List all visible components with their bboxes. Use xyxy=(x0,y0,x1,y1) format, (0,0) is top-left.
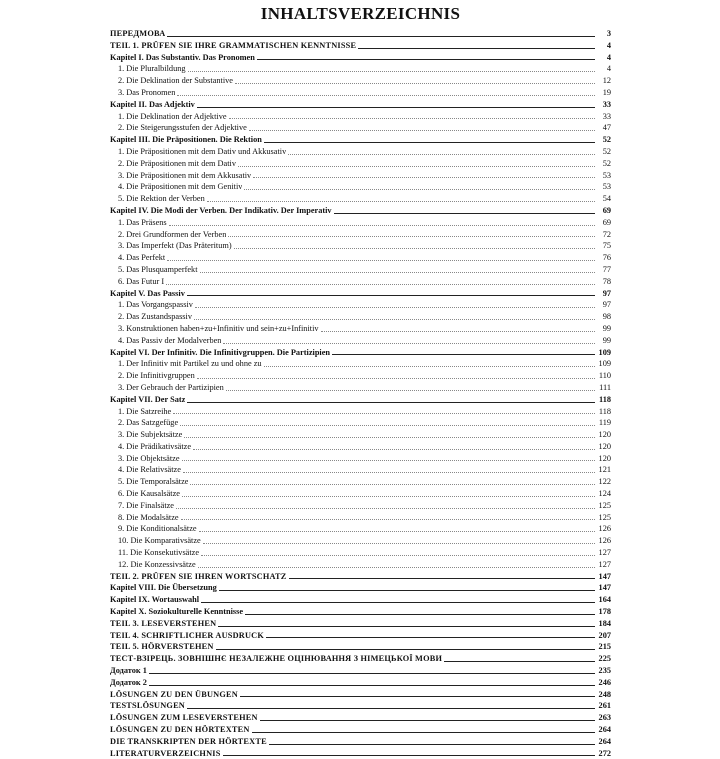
toc-page-number: 119 xyxy=(598,418,611,428)
dot-leader xyxy=(226,390,595,391)
toc-entry-title: Kapitel X. Soziokulturelle Kenntnisse xyxy=(110,607,244,617)
toc-entry-title: 10. Die Komparativsätze xyxy=(118,536,201,546)
toc-entry-title: 4. Das Passiv der Modalverben xyxy=(118,335,222,345)
toc-entry-title: 2. Die Präpositionen mit dem Dativ xyxy=(118,158,236,168)
toc-page-number: 52 xyxy=(602,158,611,168)
toc-entry-title: ПЕРЕДМОВА xyxy=(110,29,166,38)
toc-part-entry xyxy=(110,748,611,759)
toc-entry-title: 1. Das Vorgangspassiv xyxy=(118,300,193,310)
dot-leader xyxy=(264,366,595,367)
toc-page-number: 225 xyxy=(598,654,611,664)
toc-entry-title: 4. Das Perfekt xyxy=(118,253,166,263)
toc-subsection-entry xyxy=(110,464,611,476)
toc-page-number: 76 xyxy=(602,253,611,263)
page-title: INHALTSVERZEICHNIS xyxy=(260,4,461,23)
toc-part-entry xyxy=(110,40,611,52)
toc-page-number: 69 xyxy=(602,217,611,227)
toc-page-number: 207 xyxy=(598,630,611,640)
toc-page-number: 33 xyxy=(602,111,611,121)
dot-leader xyxy=(332,354,595,355)
toc-subsection-entry xyxy=(110,406,611,418)
toc-page-number: 122 xyxy=(598,477,611,487)
toc-subsection-entry xyxy=(110,488,611,500)
toc-entry-title: Kapitel VI. Der Infinitiv. Die Infinitivgruppen. Die Partizipien xyxy=(110,347,331,357)
toc-page-number: 264 xyxy=(598,725,611,735)
toc-entry-title: 3. Der Gebrauch der Partizipien xyxy=(118,382,224,392)
toc-subsection-entry xyxy=(110,358,611,370)
toc-entry-title: TEIL 4. SCHRIFTLICHER AUSDRUCK xyxy=(110,630,264,640)
toc-page-number: 272 xyxy=(598,748,611,758)
toc-entry-title: Kapitel VIII. Die Übersetzung xyxy=(110,583,217,593)
dot-leader xyxy=(288,154,595,155)
dot-leader xyxy=(177,95,595,96)
dot-leader xyxy=(269,744,595,745)
toc-subsection-entry xyxy=(110,335,611,347)
dot-leader xyxy=(182,460,595,461)
toc-entry-title: 5. Das Plusquamperfekt xyxy=(118,264,198,274)
toc-page-number: 97 xyxy=(602,288,611,298)
toc-subsection-entry xyxy=(110,429,611,441)
toc-entry-title: Kapitel I. Das Substantiv. Das Pronomen xyxy=(110,52,255,62)
toc-page-number: 4 xyxy=(606,64,611,74)
toc-page-number: 261 xyxy=(598,701,611,711)
toc-chapter-entry xyxy=(110,665,611,677)
toc-subsection-entry xyxy=(110,559,611,571)
dot-leader xyxy=(187,295,595,296)
toc-page-number: 109 xyxy=(598,347,611,357)
dot-leader xyxy=(193,449,595,450)
dot-leader xyxy=(200,272,596,273)
toc-entry-title: 2. Die Infinitivgruppen xyxy=(118,371,195,381)
toc-subsection-entry xyxy=(110,75,611,87)
toc-page-number: 118 xyxy=(599,394,611,404)
toc-list xyxy=(110,28,611,759)
toc-page-number: 263 xyxy=(598,713,611,723)
toc-subsection-entry xyxy=(110,158,611,170)
dot-leader xyxy=(149,685,595,686)
dot-leader xyxy=(266,637,595,638)
toc-page-number: 47 xyxy=(602,123,611,133)
toc-subsection-entry xyxy=(110,276,611,288)
toc-entry-title: LÖSUNGEN ZUM LESEVERSTEHEN xyxy=(110,713,258,723)
toc-entry-title: 9. Die Konditionalsätze xyxy=(118,524,197,534)
toc-entry-title: 3. Die Objektsätze xyxy=(118,453,180,463)
toc-page-number: 12 xyxy=(602,76,611,86)
toc-chapter-entry xyxy=(110,134,611,146)
dot-leader xyxy=(219,590,595,591)
toc-subsection-entry xyxy=(110,512,611,524)
toc-entry-title: Kapitel V. Das Passiv xyxy=(110,288,185,298)
dot-leader xyxy=(195,307,595,308)
dot-leader xyxy=(218,626,595,627)
toc-entry-title: 1. Die Präpositionen mit dem Dativ und Akkusativ xyxy=(118,146,287,156)
dot-leader xyxy=(190,484,595,485)
dot-leader xyxy=(199,531,595,532)
toc-page-number: 54 xyxy=(602,194,611,204)
toc-entry-title: Kapitel II. Das Adjektiv xyxy=(110,99,195,109)
toc-entry-title: TEIL 2. PRÜFEN SIE IHREN WORTSCHATZ xyxy=(110,571,287,581)
toc-entry-title: LÖSUNGEN ZU DEN HÖRTEXTEN xyxy=(110,725,250,735)
dot-leader xyxy=(180,425,595,426)
dot-leader xyxy=(240,696,595,697)
toc-page-number: 78 xyxy=(602,276,611,286)
toc-page-number: 109 xyxy=(598,359,611,369)
toc-entry-title: Kapitel III. Die Präpositionen. Die Rektion xyxy=(110,135,262,145)
toc-page-number: 98 xyxy=(602,312,611,322)
toc-entry-title: 4. Die Prädikativsätze xyxy=(118,441,192,451)
dot-leader xyxy=(201,555,595,556)
toc-page-number: 118 xyxy=(598,406,611,416)
toc-entry-title: 7. Die Finalsätze xyxy=(118,500,174,510)
dot-leader xyxy=(166,284,595,285)
toc-entry-title: 5. Die Temporalsätze xyxy=(118,477,189,487)
toc-subsection-entry xyxy=(110,299,611,311)
toc-entry-title: LITERATURVERZEICHNIS xyxy=(110,748,221,758)
toc-entry-title: Додаток 2 xyxy=(110,677,147,687)
dot-leader xyxy=(260,720,595,721)
toc-entry-title: 2. Die Deklination der Substantive xyxy=(118,76,233,86)
toc-subsection-entry xyxy=(110,323,611,335)
toc-entry-title: 1. Die Pluralbildung xyxy=(118,64,186,74)
toc-entry-title: 2. Das Zustandspassiv xyxy=(118,312,192,322)
dot-leader xyxy=(184,437,595,438)
toc-entry-title: 2. Drei Grundformen der Verben xyxy=(118,229,227,239)
dot-leader xyxy=(264,142,595,143)
dot-leader xyxy=(187,708,595,709)
toc-part-entry xyxy=(110,618,611,630)
toc-entry-title: DIE TRANSKRIPTEN DER HÖRTEXTE xyxy=(110,736,267,746)
toc-subsection-entry xyxy=(110,193,611,205)
toc-page-number: 120 xyxy=(598,453,611,463)
dot-leader xyxy=(207,201,595,202)
toc-entry-title: 12. Die Konzessivsätze xyxy=(118,559,196,569)
dot-leader xyxy=(358,48,595,49)
toc-page-number: 75 xyxy=(602,241,611,251)
dot-leader xyxy=(321,331,595,332)
toc-chapter-entry xyxy=(110,394,611,406)
toc-entry-title: Kapitel IV. Die Modi der Verben. Der Indikativ. Der Imperativ xyxy=(110,205,332,215)
toc-entry-title: 1. Die Satzreihe xyxy=(118,406,172,416)
toc-subsection-entry xyxy=(110,229,611,241)
toc-entry-title: TEIL 5. HÖRVERSTEHEN xyxy=(110,642,214,652)
toc-entry-title: LÖSUNGEN ZU DEN ÜBUNGEN xyxy=(110,689,238,699)
toc-subsection-entry xyxy=(110,311,611,323)
toc-entry-title: 4. Die Präpositionen mit dem Genitiv xyxy=(118,182,243,192)
toc-subsection-entry xyxy=(110,441,611,453)
toc-page-number: 215 xyxy=(598,642,611,652)
toc-entry-title: 3. Das Imperfekt (Das Präteritum) xyxy=(118,241,232,251)
toc-subsection-entry xyxy=(110,240,611,252)
toc-page-number: 97 xyxy=(602,300,611,310)
toc-entry-title: 2. Das Satzgefüge xyxy=(118,418,179,428)
toc-part-entry xyxy=(110,641,611,653)
toc-page-number: 4 xyxy=(606,40,611,50)
toc-page-number: 120 xyxy=(598,441,611,451)
dot-leader xyxy=(234,248,595,249)
toc-chapter-entry xyxy=(110,347,611,359)
toc-chapter-entry xyxy=(110,52,611,64)
toc-subsection-entry xyxy=(110,122,611,134)
toc-page-number: 126 xyxy=(598,536,611,546)
dot-leader xyxy=(201,602,595,603)
dot-leader xyxy=(176,508,595,509)
dot-leader xyxy=(167,36,595,37)
toc-entry-title: 6. Das Futur I xyxy=(118,276,165,286)
toc-page-number: 127 xyxy=(598,548,611,558)
toc-entry-title: Додаток 1 xyxy=(110,666,147,676)
toc-part-entry xyxy=(110,712,611,724)
toc-page-number: 53 xyxy=(602,170,611,180)
toc-part-entry xyxy=(110,689,611,701)
toc-entry-title: 6. Die Kausalsätze xyxy=(118,489,180,499)
toc-chapter-entry xyxy=(110,288,611,300)
dot-leader xyxy=(235,83,595,84)
toc-page-number: 111 xyxy=(599,382,611,392)
toc-page-number: 120 xyxy=(598,430,611,440)
toc-subsection-entry xyxy=(110,535,611,547)
dot-leader xyxy=(182,496,595,497)
toc-part-entry xyxy=(110,736,611,748)
toc-part-entry xyxy=(110,28,611,40)
toc-page-number: 147 xyxy=(598,571,611,581)
toc-page-number: 77 xyxy=(602,264,611,274)
toc-page-number: 125 xyxy=(598,500,611,510)
toc-chapter-entry xyxy=(110,606,611,618)
toc-entry-title: ТЕСТ-ВЗІРЕЦЬ. ЗОВНІШНЄ НЕЗАЛЕЖНЕ ОЦІНЮВАННЯ З НІМЕЦЬКОЇ МОВИ xyxy=(110,654,443,664)
dot-leader xyxy=(229,118,595,119)
toc-subsection-entry xyxy=(110,500,611,512)
dot-leader xyxy=(203,543,595,544)
toc-chapter-entry xyxy=(110,582,611,594)
toc-page-number: 69 xyxy=(602,205,611,215)
dot-leader xyxy=(198,567,595,568)
toc-entry-title: 3. Die Präpositionen mit dem Akkusativ xyxy=(118,170,252,180)
dot-leader xyxy=(197,378,595,379)
dot-leader xyxy=(252,732,595,733)
dot-leader xyxy=(253,177,595,178)
toc-entry-title: 3. Konstruktionen haben+zu+Infinitiv und sein+zu+Infinitiv xyxy=(118,323,319,333)
toc-entry-title: 3. Die Subjektsätze xyxy=(118,430,183,440)
toc-page-number: 72 xyxy=(602,229,611,239)
toc-subsection-entry xyxy=(110,63,611,75)
toc-page-number: 110 xyxy=(598,371,611,381)
toc-subsection-entry xyxy=(110,370,611,382)
dot-leader xyxy=(181,519,595,520)
dot-leader xyxy=(173,413,595,414)
toc-chapter-entry xyxy=(110,205,611,217)
toc-entry-title: 4. Die Relativsätze xyxy=(118,465,181,475)
toc-entry-title: 1. Der Infinitiv mit Partikel zu und ohne zu xyxy=(118,359,262,369)
dot-leader xyxy=(216,649,595,650)
dot-leader xyxy=(194,319,595,320)
toc-page-number: 4 xyxy=(606,52,611,62)
toc-entry-title: 11. Die Konsekutivsätze xyxy=(118,548,200,558)
toc-part-entry xyxy=(110,630,611,642)
toc-subsection-entry xyxy=(110,111,611,123)
toc-entry-title: 8. Die Modalsätze xyxy=(118,512,179,522)
dot-leader xyxy=(149,673,595,674)
dot-leader xyxy=(169,225,595,226)
toc-page-number: 184 xyxy=(598,618,611,628)
dot-leader xyxy=(197,107,595,108)
toc-entry-title: 1. Die Deklination der Adjektive xyxy=(118,111,227,121)
toc-subsection-entry xyxy=(110,170,611,182)
dot-leader xyxy=(257,59,595,60)
toc-chapter-entry xyxy=(110,99,611,111)
toc-subsection-entry xyxy=(110,523,611,535)
dot-leader xyxy=(249,130,595,131)
toc-page-number: 33 xyxy=(602,99,611,109)
toc-page-number: 178 xyxy=(598,607,611,617)
toc-subsection-entry xyxy=(110,382,611,394)
toc-subsection-entry xyxy=(110,181,611,193)
toc-entry-title: 3. Das Pronomen xyxy=(118,87,176,97)
toc-page-number: 246 xyxy=(598,677,611,687)
dot-leader xyxy=(188,71,595,72)
toc-page-number: 147 xyxy=(598,583,611,593)
toc-page-number: 99 xyxy=(602,335,611,345)
toc-subsection-entry xyxy=(110,547,611,559)
toc-entry-title: TESTSLÖSUNGEN xyxy=(110,701,185,711)
toc-page-number: 264 xyxy=(598,736,611,746)
dot-leader xyxy=(223,343,595,344)
toc-entry-title: Kapitel IX. Wortauswahl xyxy=(110,595,200,605)
toc-page-number: 19 xyxy=(602,87,611,97)
dot-leader xyxy=(245,614,595,615)
toc-page-number: 127 xyxy=(598,559,611,569)
toc-page-number: 164 xyxy=(598,595,611,605)
toc-page-number: 52 xyxy=(602,146,611,156)
dot-leader xyxy=(238,166,595,167)
toc-page-number: 126 xyxy=(598,524,611,534)
toc-page-number: 235 xyxy=(598,666,611,676)
toc-subsection-entry xyxy=(110,453,611,465)
toc-entry-title: 2. Die Steigerungsstufen der Adjektive xyxy=(118,123,247,133)
toc-entry-title: TEIL 1. PRÜFEN SIE IHRE GRAMMATISCHEN KENNTNISSE xyxy=(110,40,357,50)
toc-subsection-entry xyxy=(110,217,611,229)
toc-subsection-entry xyxy=(110,146,611,158)
toc-page-number: 3 xyxy=(606,29,611,38)
toc-part-entry xyxy=(110,724,611,736)
dot-leader xyxy=(444,661,595,662)
toc-page-number: 124 xyxy=(598,489,611,499)
dot-leader xyxy=(167,260,595,261)
dot-leader xyxy=(334,213,595,214)
toc-subsection-entry xyxy=(110,252,611,264)
toc-subsection-entry xyxy=(110,476,611,488)
toc-entry-title: TEIL 3. LESEVERSTEHEN xyxy=(110,618,217,628)
toc-subsection-entry xyxy=(110,264,611,276)
dot-leader xyxy=(183,472,595,473)
toc-page-number: 52 xyxy=(602,135,611,145)
dot-leader xyxy=(289,578,595,579)
toc-part-entry xyxy=(110,653,611,665)
toc-part-entry xyxy=(110,571,611,583)
dot-leader xyxy=(228,236,595,237)
dot-leader xyxy=(223,755,595,756)
toc-page-number: 121 xyxy=(598,465,611,475)
toc-chapter-entry xyxy=(110,594,611,606)
toc-entry-title: Kapitel VII. Der Satz xyxy=(110,394,186,404)
toc-subsection-entry xyxy=(110,87,611,99)
toc-page-number: 99 xyxy=(602,323,611,333)
toc-subsection-entry xyxy=(110,417,611,429)
dot-leader xyxy=(244,189,595,190)
toc-page-number: 248 xyxy=(598,689,611,699)
toc-entry-title: 1. Das Präsens xyxy=(118,217,167,227)
toc-entry-title: 5. Die Rektion der Verben xyxy=(118,194,205,204)
dot-leader xyxy=(187,402,595,403)
toc-part-entry xyxy=(110,700,611,712)
toc-chapter-entry xyxy=(110,677,611,689)
toc-page-number: 125 xyxy=(598,512,611,522)
toc-page-number: 53 xyxy=(602,182,611,192)
